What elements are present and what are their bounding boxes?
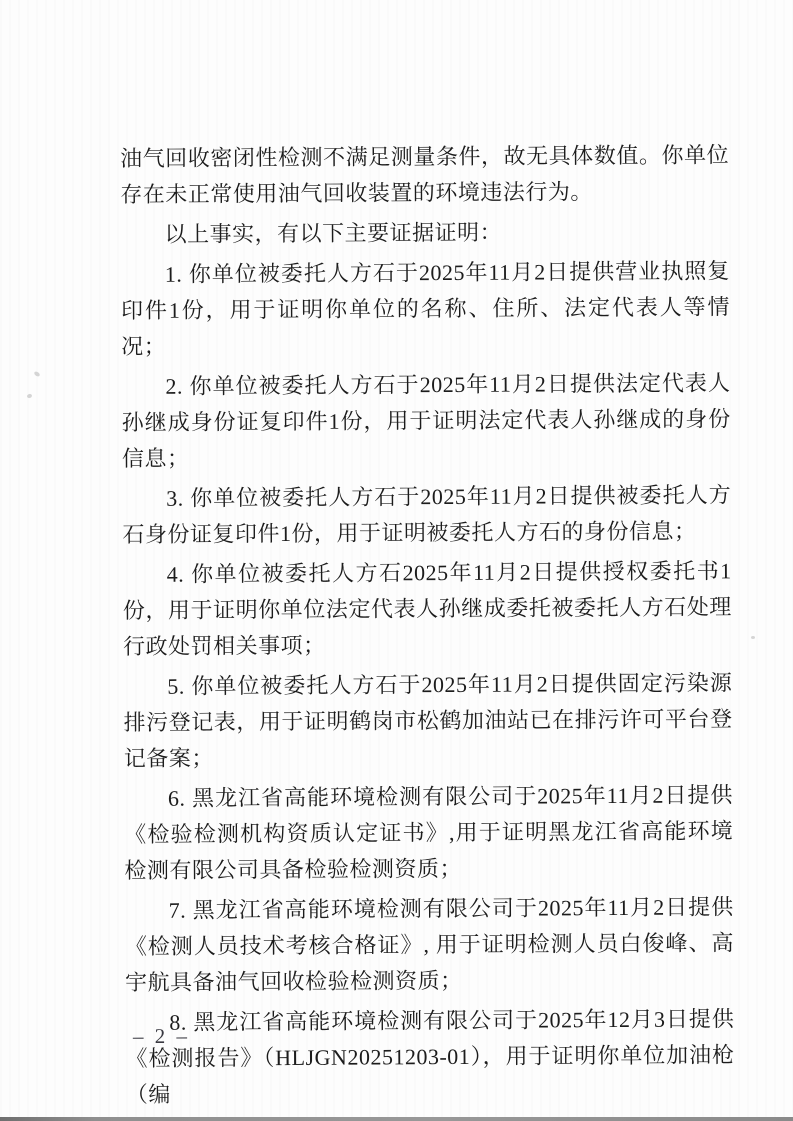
- evidence-item-1: 1. 你单位被委托人方石于2025年11月2日提供营业执照复印件1份，用于证明你单位的名称、住所、法定代表人等情况；: [120, 258, 731, 359]
- evidence-item-8: 8. 黑龙江省高能环境检测有限公司于2025年12月3日提供《检测报告》（HLJGN20251203-01），用于证明你单位加油枪（编: [125, 1006, 735, 1107]
- page-number: – 2 –: [132, 1023, 191, 1049]
- scan-speck: [751, 636, 755, 639]
- scan-edge-artifact: [0, 1117, 793, 1121]
- paragraph-evidence-intro: 以上事实，有以下主要证据证明：: [164, 219, 503, 247]
- evidence-item-6: 6. 黑龙江省高能环境检测有限公司于2025年11月2日提供《检验检测机构资质认定证书》,用于证明黑龙江省高能环境检测有限公司具备检验检测资质；: [124, 782, 734, 883]
- evidence-item-3: 3. 你单位被委托人方石于2025年11月2日提供被委托人方石身份证复印件1份，用于证明被委托人方石的身份信息；: [122, 482, 732, 547]
- evidence-item-4: 4. 你单位被委托人方石2025年11月2日提供授权委托书1份，用于证明你单位法定代表人孙继成委托被委托人方石处理行政处罚相关事项；: [122, 558, 732, 659]
- evidence-item-2: 2. 你单位被委托人方石于2025年11月2日提供法定代表人孙继成身份证复印件1份，用于证明法定代表人孙继成的身份信息；: [121, 370, 731, 471]
- evidence-item-5: 5. 你单位被委托人方石于2025年11月2日提供固定污染源排污登记表，用于证明鹤岗市松鹤加油站已在排污许可平台登记备案；: [123, 670, 733, 771]
- scan-speck: [26, 393, 32, 398]
- document-body: [120, 137, 735, 1117]
- evidence-item-7: 7. 黑龙江省高能环境检测有限公司于2025年11月2日提供《检测人员技术考核合格证》, 用于证明检测人员白俊峰、高宇航具备油气回收检验检测资质；: [124, 894, 734, 995]
- scan-speck: [33, 371, 40, 378]
- paragraph-continuation: 油气回收密闭性检测不满足测量条件，故无具体数值。你单位存在未正常使用油气回收装置的环境违法行为。: [120, 142, 730, 207]
